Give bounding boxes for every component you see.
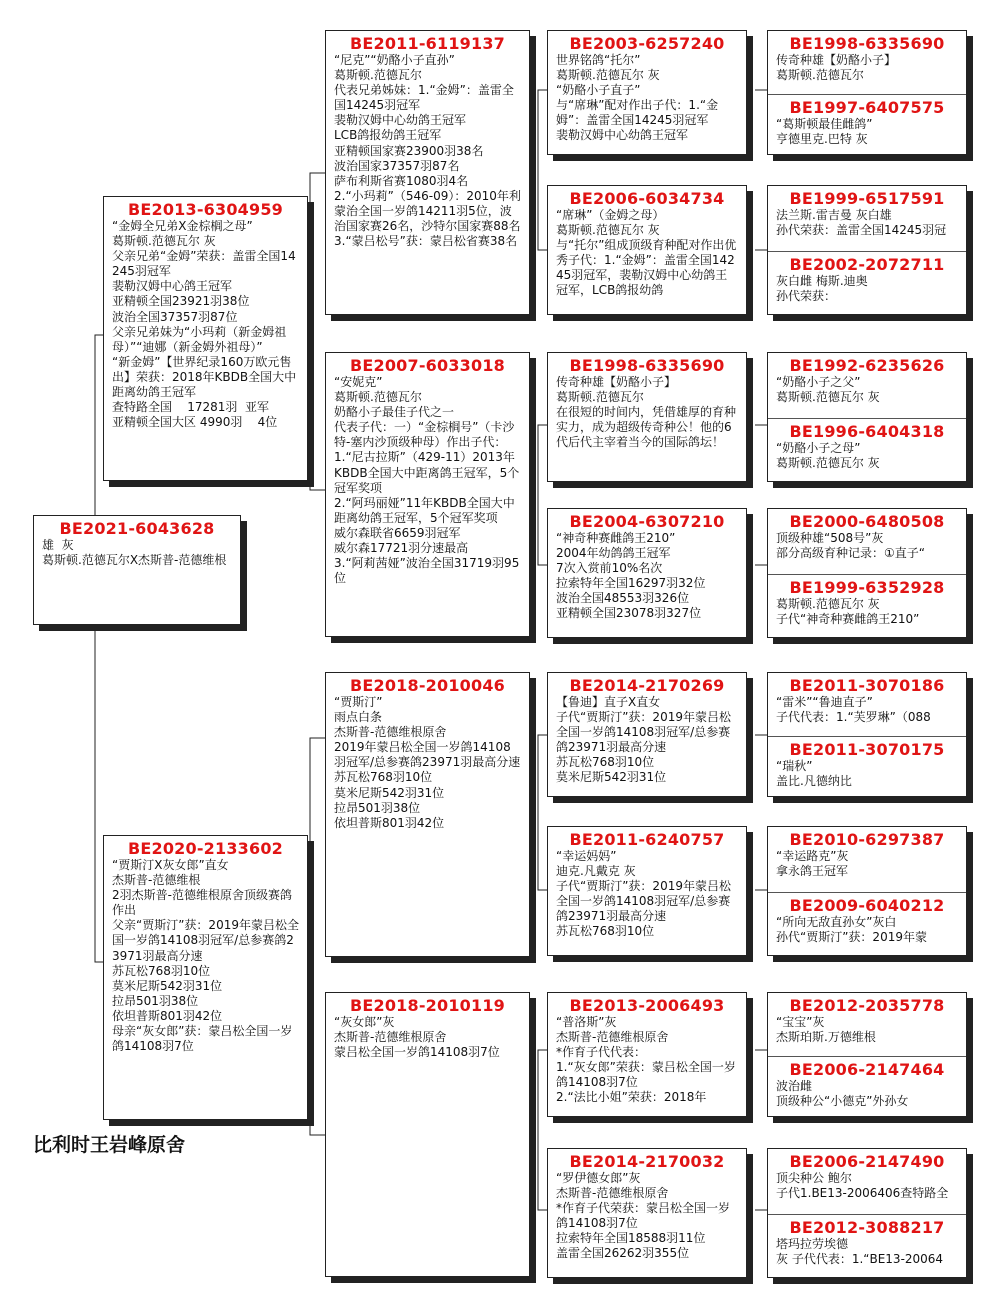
ring-number: BE2013-2006493	[569, 996, 725, 1015]
sire-entry	[768, 31, 966, 94]
pedigree-text-line: “神奇种赛雌鸽王210”	[556, 531, 676, 545]
ring-number: BE2006-2147464	[789, 1059, 945, 1079]
pedigree-text-line: 拉昂501羽38位	[112, 993, 199, 1008]
pedigree-text-line: 孙代荣获：盖雷全国14245羽冠	[776, 223, 947, 238]
pedigree-text-line: 3.“阿莉茜娅”波治全国31719羽95位	[334, 556, 520, 586]
pedigree-text-line: 波治国家37357羽87名	[334, 158, 460, 173]
pedigree-text-line: 查特路全国 17281羽 亚军	[112, 400, 270, 415]
pedigree-text-line: 拉昂501羽38位	[334, 800, 421, 815]
pedigree-text-line: “所向无敌直孙女”灰白	[776, 915, 897, 929]
pedigree-text-line: 亚精顿全国23921羽38位	[112, 294, 250, 309]
pedigree-text-line: 葛斯顿.范德瓦尔	[334, 68, 422, 83]
ring-number: BE2007-6033018	[349, 356, 506, 375]
pedigree-text-line: 世界铭鸽“托尔”	[556, 53, 641, 67]
pedigree-text-line: *作育子代代表：	[556, 1045, 647, 1060]
ring-number: BE2014-2170032	[569, 1152, 725, 1171]
pedigree-text-line: “贾斯汀”	[334, 695, 383, 709]
pedigree-text-line: “瑞秋”	[776, 758, 813, 773]
pigeon-card-g5g	[767, 992, 967, 1117]
pedigree-text-line: 拉索特年全国18588羽11位	[556, 1231, 706, 1246]
pigeon-entry	[548, 827, 746, 942]
pigeon-card-g3d	[325, 992, 530, 1277]
pigeon-card-g5h	[767, 1148, 967, 1278]
pigeon-card-g4g	[547, 992, 747, 1117]
pedigree-text-line: 传奇种雄【奶酪小子】	[556, 375, 677, 389]
pedigree-text-line: 顶级种雄“508号”灰	[776, 531, 884, 545]
pedigree-text-line: 裴勒汉姆中心幼鸽王冠军	[334, 113, 467, 128]
pedigree-text-line: 葛斯顿.范德瓦尔X杰斯普-范德维根	[42, 553, 227, 568]
ring-number: BE2002-2072711	[789, 255, 945, 274]
sire-entry	[768, 993, 966, 1056]
pedigree-text-line: 子代1.BE13-2006406查特路全	[776, 1186, 949, 1201]
pedigree-text-line: 灰白雌 梅斯.迪奥	[776, 274, 868, 288]
pigeon-card-g4f	[547, 826, 747, 956]
pedigree-text-line: 拿永鸽王冠军	[776, 864, 849, 879]
pedigree-text-line: 父亲兄弟“金姆”荣获：盖雷全国14245羽冠军	[112, 249, 296, 279]
pedigree-text-line: 莫米尼斯542羽31位	[556, 770, 667, 785]
pedigree-text-line: 葛斯顿.范德瓦尔 灰	[112, 234, 216, 249]
pedigree-text-line: “尼克”“奶酪小子直孙”	[334, 53, 455, 67]
pigeon-entry	[548, 673, 746, 788]
sire-entry	[768, 673, 966, 736]
ring-number: BE2011-6240757	[569, 830, 725, 849]
pedigree-text-line: 威尔森17721羽分速最高	[334, 541, 469, 556]
pedigree-text-line: 子代“贾斯汀”获：2019年蒙吕松全国一岁鸽14108羽冠军/总参赛鸽23971羽最高分速	[556, 710, 731, 755]
pedigree-text-line: LCB鸽报幼鸽王冠军	[334, 128, 442, 143]
pedigree-text-line: 葛斯顿.范德瓦尔 灰	[776, 390, 880, 405]
pigeon-card-g5d	[767, 508, 967, 638]
pedigree-text-line: *作育子代荣获：蒙吕松全国一岁鸽14108羽7位	[556, 1201, 731, 1231]
pigeon-card-g4d	[547, 508, 747, 638]
ring-number: BE2014-2170269	[569, 676, 725, 695]
pedigree-text-line: 与“托尔”组成顶级育种配对作出优秀子代：1.“金姆”：盖雷全国14245羽冠军，裴勒汉姆中心幼鸽王冠军，LCB鸽报幼鸽	[556, 238, 737, 298]
ring-number: BE2004-6307210	[569, 512, 725, 531]
pedigree-text-line: 杰斯普-范德维根原舍	[556, 1030, 669, 1045]
pigeon-entry	[548, 1149, 746, 1264]
pedigree-text-line: 灰 子代代表：1.“BE13-20064	[776, 1252, 944, 1267]
pigeon-entry	[326, 31, 529, 251]
ring-number: BE2006-6034734	[569, 189, 725, 208]
ring-number: BE2011-3070175	[789, 739, 945, 759]
pedigree-text-line: 葛斯顿.范德瓦尔	[556, 390, 644, 405]
pedigree-text-line: “席琳”（金姆之母）	[556, 208, 665, 222]
ring-number: BE2010-6297387	[789, 830, 945, 849]
pedigree-text-line: 依坦普斯801羽42位	[334, 815, 445, 830]
pedigree-text-line: 7次入赏前10%名次	[556, 561, 663, 576]
pedigree-text-line: 波治全国37357羽87位	[112, 309, 238, 324]
pedigree-text-line: 亨德里克.巴特 灰	[776, 131, 868, 146]
sire-entry	[768, 509, 966, 574]
pigeon-entry	[548, 31, 746, 146]
pedigree-text-line: 波治雌	[776, 1078, 813, 1093]
pedigree-text-line: 部分高级育种记录：①直子“	[776, 546, 925, 561]
pedigree-text-line: “金姆全兄弟X金棕榈之母”	[112, 219, 253, 233]
pedigree-text-line: 杰斯普-范德维根	[112, 873, 201, 888]
pedigree-text-line: 裴勒汉姆中心幼鸽王冠军	[556, 128, 689, 143]
pigeon-entry	[104, 197, 307, 432]
ring-number: BE2000-6480508	[789, 512, 945, 531]
pedigree-text-line: 葛斯顿.范德瓦尔	[776, 68, 864, 83]
pedigree-text-line: 波治全国48553羽326位	[556, 591, 690, 606]
pedigree-text-line: 亚精顿全国23078羽327位	[556, 606, 702, 621]
pedigree-text-line: 盖雷全国26262羽355位	[556, 1246, 690, 1261]
pedigree-text-line: 2.“法比小姐”荣获：2018年	[556, 1090, 707, 1105]
pedigree-text-line: 雨点白条	[334, 710, 383, 725]
pedigree-text-line: 2.“阿玛丽娅”11年KBDB全国大中距离幼鸽王冠军，5个冠军奖项	[334, 495, 515, 525]
pedigree-text-line: 与“席琳”配对作出子代：1.“金姆”：盖雷全国14245羽冠军	[556, 98, 719, 128]
pedigree-text-line: “新金姆”【世界纪录160万欧元售出】荣获：2018年KBDB全国大中距离幼鸽王冠军	[112, 354, 297, 400]
pigeon-card-g2b	[103, 835, 308, 1120]
sire-entry	[768, 353, 966, 418]
pigeon-card-g5f	[767, 826, 967, 956]
ring-number: BE1998-6335690	[569, 356, 725, 375]
pedigree-text-line: “幸运路克”灰	[776, 849, 849, 863]
breeder-name: 比利时王岩峰原舍	[33, 1134, 186, 1156]
pedigree-text-line: 顶级种公“小德克”外孙女	[776, 1093, 909, 1108]
pigeon-card-g3b	[325, 352, 530, 637]
pedigree-text-line: 杰斯普-范德维根原舍	[556, 1186, 669, 1201]
sire-entry	[768, 1149, 966, 1214]
sire-entry	[768, 186, 966, 251]
pigeon-card-g4c	[547, 352, 747, 482]
pedigree-text-line: 【鲁迪】直子X直女	[556, 695, 661, 709]
ring-number: BE2009-6040212	[789, 896, 945, 915]
dam-entry	[768, 251, 966, 315]
pedigree-text-line: “灰女郎”灰	[334, 1015, 395, 1029]
ring-number: BE1998-6335690	[789, 34, 945, 53]
pigeon-card-g3c	[325, 672, 530, 957]
dam-entry	[768, 94, 966, 156]
pigeon-card-g4b	[547, 185, 747, 315]
pedigree-text-line: 顶尖种公 鲍尔	[776, 1171, 852, 1185]
ring-number: BE2018-2010119	[349, 996, 506, 1015]
pedigree-text-line: 2019年蒙吕松全国一岁鸽14108羽冠军/总参赛鸽23971羽最高分速	[334, 740, 521, 770]
pedigree-text-line: 莫米尼斯542羽31位	[334, 785, 445, 800]
pedigree-text-line: 3.“蒙吕松号”获：蒙吕松省赛38名	[334, 234, 518, 249]
pigeon-entry	[326, 673, 529, 833]
pedigree-text-line: 苏瓦松768羽10位	[556, 755, 655, 770]
pigeon-entry	[326, 993, 529, 1062]
pigeon-entry	[548, 993, 746, 1108]
dam-entry	[768, 892, 966, 956]
pedigree-text-line: 奶酪小子最佳子代之一	[334, 405, 455, 420]
pigeon-entry	[548, 509, 746, 624]
pedigree-text-line: 亚精顿全国大区 4990羽 4位	[112, 415, 278, 430]
pedigree-text-line: 杰斯普-范德维根原舍	[334, 1030, 447, 1045]
pedigree-text-line: “贾斯汀X灰女郎”直女	[112, 858, 229, 872]
pedigree-text-line: 雄 灰	[42, 538, 74, 552]
pedigree-text-line: 母亲“灰女郎”获：蒙吕松全国一岁鸽14108羽7位	[112, 1024, 293, 1054]
dam-entry	[768, 736, 966, 798]
ring-number: BE2003-6257240	[569, 34, 725, 53]
pedigree-text-line: 萨布利斯省赛1080羽4名	[334, 173, 469, 188]
pedigree-text-line: “普洛斯”灰	[556, 1015, 617, 1029]
ring-number: BE1992-6235626	[789, 356, 945, 375]
pedigree-text-line: 杰斯珀斯.万德维根	[776, 1030, 876, 1045]
pedigree-text-line: 莫米尼斯542羽31位	[112, 978, 223, 993]
dam-entry	[768, 574, 966, 638]
pedigree-text-line: 代表子代：一）“金棕榈号”（卡沙特-塞内沙顶级种母）作出子代：1.“尼古拉斯”（429-11）2013年KBDB全国大中距离鸽王冠军，5个冠军奖项	[334, 420, 520, 495]
pedigree-text-line: 盖比.凡德纳比	[776, 773, 852, 788]
ring-number: BE2012-3088217	[789, 1218, 945, 1237]
pedigree-text-line: 裴勒汉姆中心鸽王冠军	[112, 279, 233, 294]
pedigree-text-line: 1.“灰女郎”荣获：蒙吕松全国一岁鸽14108羽7位	[556, 1060, 736, 1090]
ring-number: BE2013-6304959	[127, 200, 284, 219]
pigeon-card-g5c	[767, 352, 967, 482]
pedigree-text-line: 子代“神奇种赛雌鸽王210”	[776, 612, 920, 627]
pedigree-text-line: 传奇种雄【奶酪小子】	[776, 53, 897, 67]
sire-entry	[768, 827, 966, 892]
pedigree-text-line: 迪克.凡戴克 灰	[556, 864, 636, 879]
pigeon-entry	[34, 516, 240, 570]
pigeon-card-g5b	[767, 185, 967, 315]
ring-number: BE2020-2133602	[127, 839, 284, 858]
pedigree-text-line: “奶酪小子直子”	[556, 83, 641, 98]
pigeon-entry	[548, 353, 746, 452]
pedigree-text-line: 葛斯顿.范德瓦尔 灰	[776, 597, 880, 611]
pedigree-text-line: 代表兄弟姊妹：1.“金姆”：盖雷全国14245羽冠军	[334, 83, 514, 113]
pedigree-text-line: 拉索特年全国16297羽32位	[556, 576, 706, 591]
pedigree-text-line: 父亲“贾斯汀”获：2019年蒙吕松全国一岁鸽14108羽冠军/总参赛鸽23971羽最高分速	[112, 918, 299, 963]
pigeon-card-g3a	[325, 30, 530, 315]
dam-entry	[768, 1214, 966, 1278]
pedigree-text-line: “宝宝”灰	[776, 1015, 825, 1029]
ring-number: BE1999-6352928	[789, 578, 945, 597]
ring-number: BE1999-6517591	[789, 189, 945, 208]
pedigree-text-line: 威尔森联省6659羽冠军	[334, 525, 461, 540]
pedigree-text-line: 葛斯顿.范德瓦尔 灰	[556, 223, 660, 238]
ring-number: BE2006-2147490	[789, 1152, 945, 1171]
pedigree-text-line: 孙代“贾斯汀”获：2019年蒙	[776, 930, 927, 945]
pedigree-text-line: 2004年幼鸽鸽王冠军	[556, 546, 671, 561]
pedigree-text-line: 子代“贾斯汀”获：2019年蒙吕松全国一岁鸽14108羽冠军/总参赛鸽23971羽最高分速	[556, 879, 731, 924]
pedigree-text-line: 苏瓦松768羽10位	[556, 924, 655, 939]
pigeon-card-g5e	[767, 672, 967, 797]
dam-entry	[768, 418, 966, 482]
pedigree-text-line: “安妮克”	[334, 375, 383, 389]
pedigree-text-line: “罗伊德女郎”灰	[556, 1171, 641, 1185]
pedigree-text-line: 葛斯顿.范德瓦尔 灰	[556, 68, 660, 83]
pedigree-text-line: 2羽杰斯普-范德维根原舍顶级赛鸽作出	[112, 888, 292, 918]
ring-number: BE2011-3070186	[789, 676, 945, 695]
pedigree-text-line: 蒙吕松全国一岁鸽14108羽7位	[334, 1045, 500, 1060]
pigeon-card-g1	[33, 515, 241, 625]
pedigree-text-line: “奶酪小子之母”	[776, 441, 861, 455]
pigeon-card-g4e	[547, 672, 747, 797]
pedigree-text-line: “葛斯顿最佳雌鸽”	[776, 116, 873, 131]
pedigree-text-line: 苏瓦松768羽10位	[334, 770, 433, 785]
ring-number: BE2012-2035778	[789, 996, 945, 1015]
pigeon-card-g2a	[103, 196, 308, 481]
pedigree-text-line: 法兰斯.雷吉曼 灰白雄	[776, 208, 892, 222]
dam-entry	[768, 1056, 966, 1118]
pedigree-text-line: 2.“小玛莉”（546-09）：2010年利蒙治全国一岁鸽14211羽5位，波治国家赛26名，沙特尔国家赛88名	[334, 188, 521, 234]
pedigree-text-line: 父亲兄弟妹为“小玛莉（新金姆祖母）”“迪娜（新金姆外祖母）”	[112, 324, 287, 354]
pedigree-text-line: 亚精顿国家赛23900羽38名	[334, 143, 484, 158]
ring-number: BE2021-6043628	[59, 519, 215, 538]
ring-number: BE2011-6119137	[349, 34, 506, 53]
pigeon-entry	[326, 353, 529, 588]
ring-number: BE1996-6404318	[789, 422, 945, 441]
pigeon-entry	[104, 836, 307, 1056]
pedigree-text-line: 孙代荣获：	[776, 289, 837, 304]
pigeon-card-g4h	[547, 1148, 747, 1278]
pedigree-text-line: “雷米”“鲁迪直子”	[776, 695, 873, 709]
ring-number: BE1997-6407575	[789, 97, 945, 117]
ring-number: BE2018-2010046	[349, 676, 506, 695]
pedigree-text-line: 葛斯顿.范德瓦尔	[334, 390, 422, 405]
pedigree-text-line: 杰斯普-范德维根原舍	[334, 725, 447, 740]
pedigree-text-line: 依坦普斯801羽42位	[112, 1008, 223, 1023]
pigeon-card-g5a	[767, 30, 967, 155]
pedigree-text-line: 苏瓦松768羽10位	[112, 963, 211, 978]
pedigree-text-line: 塔玛拉劳埃德	[776, 1237, 849, 1251]
pedigree-text-line: 子代代表：1.“芙罗琳”（088	[776, 710, 931, 725]
pedigree-text-line: 在很短的时间内，凭借雄厚的育种实力，成为超级传奇种公！他的6代后代主宰着当今的国际鸽坛！	[556, 405, 737, 450]
pedigree-text-line: “幸运妈妈”	[556, 849, 617, 863]
pigeon-entry	[548, 186, 746, 301]
pedigree-text-line: “奶酪小子之父”	[776, 375, 861, 389]
pigeon-card-g4a	[547, 30, 747, 155]
pedigree-text-line: 葛斯顿.范德瓦尔 灰	[776, 456, 880, 471]
